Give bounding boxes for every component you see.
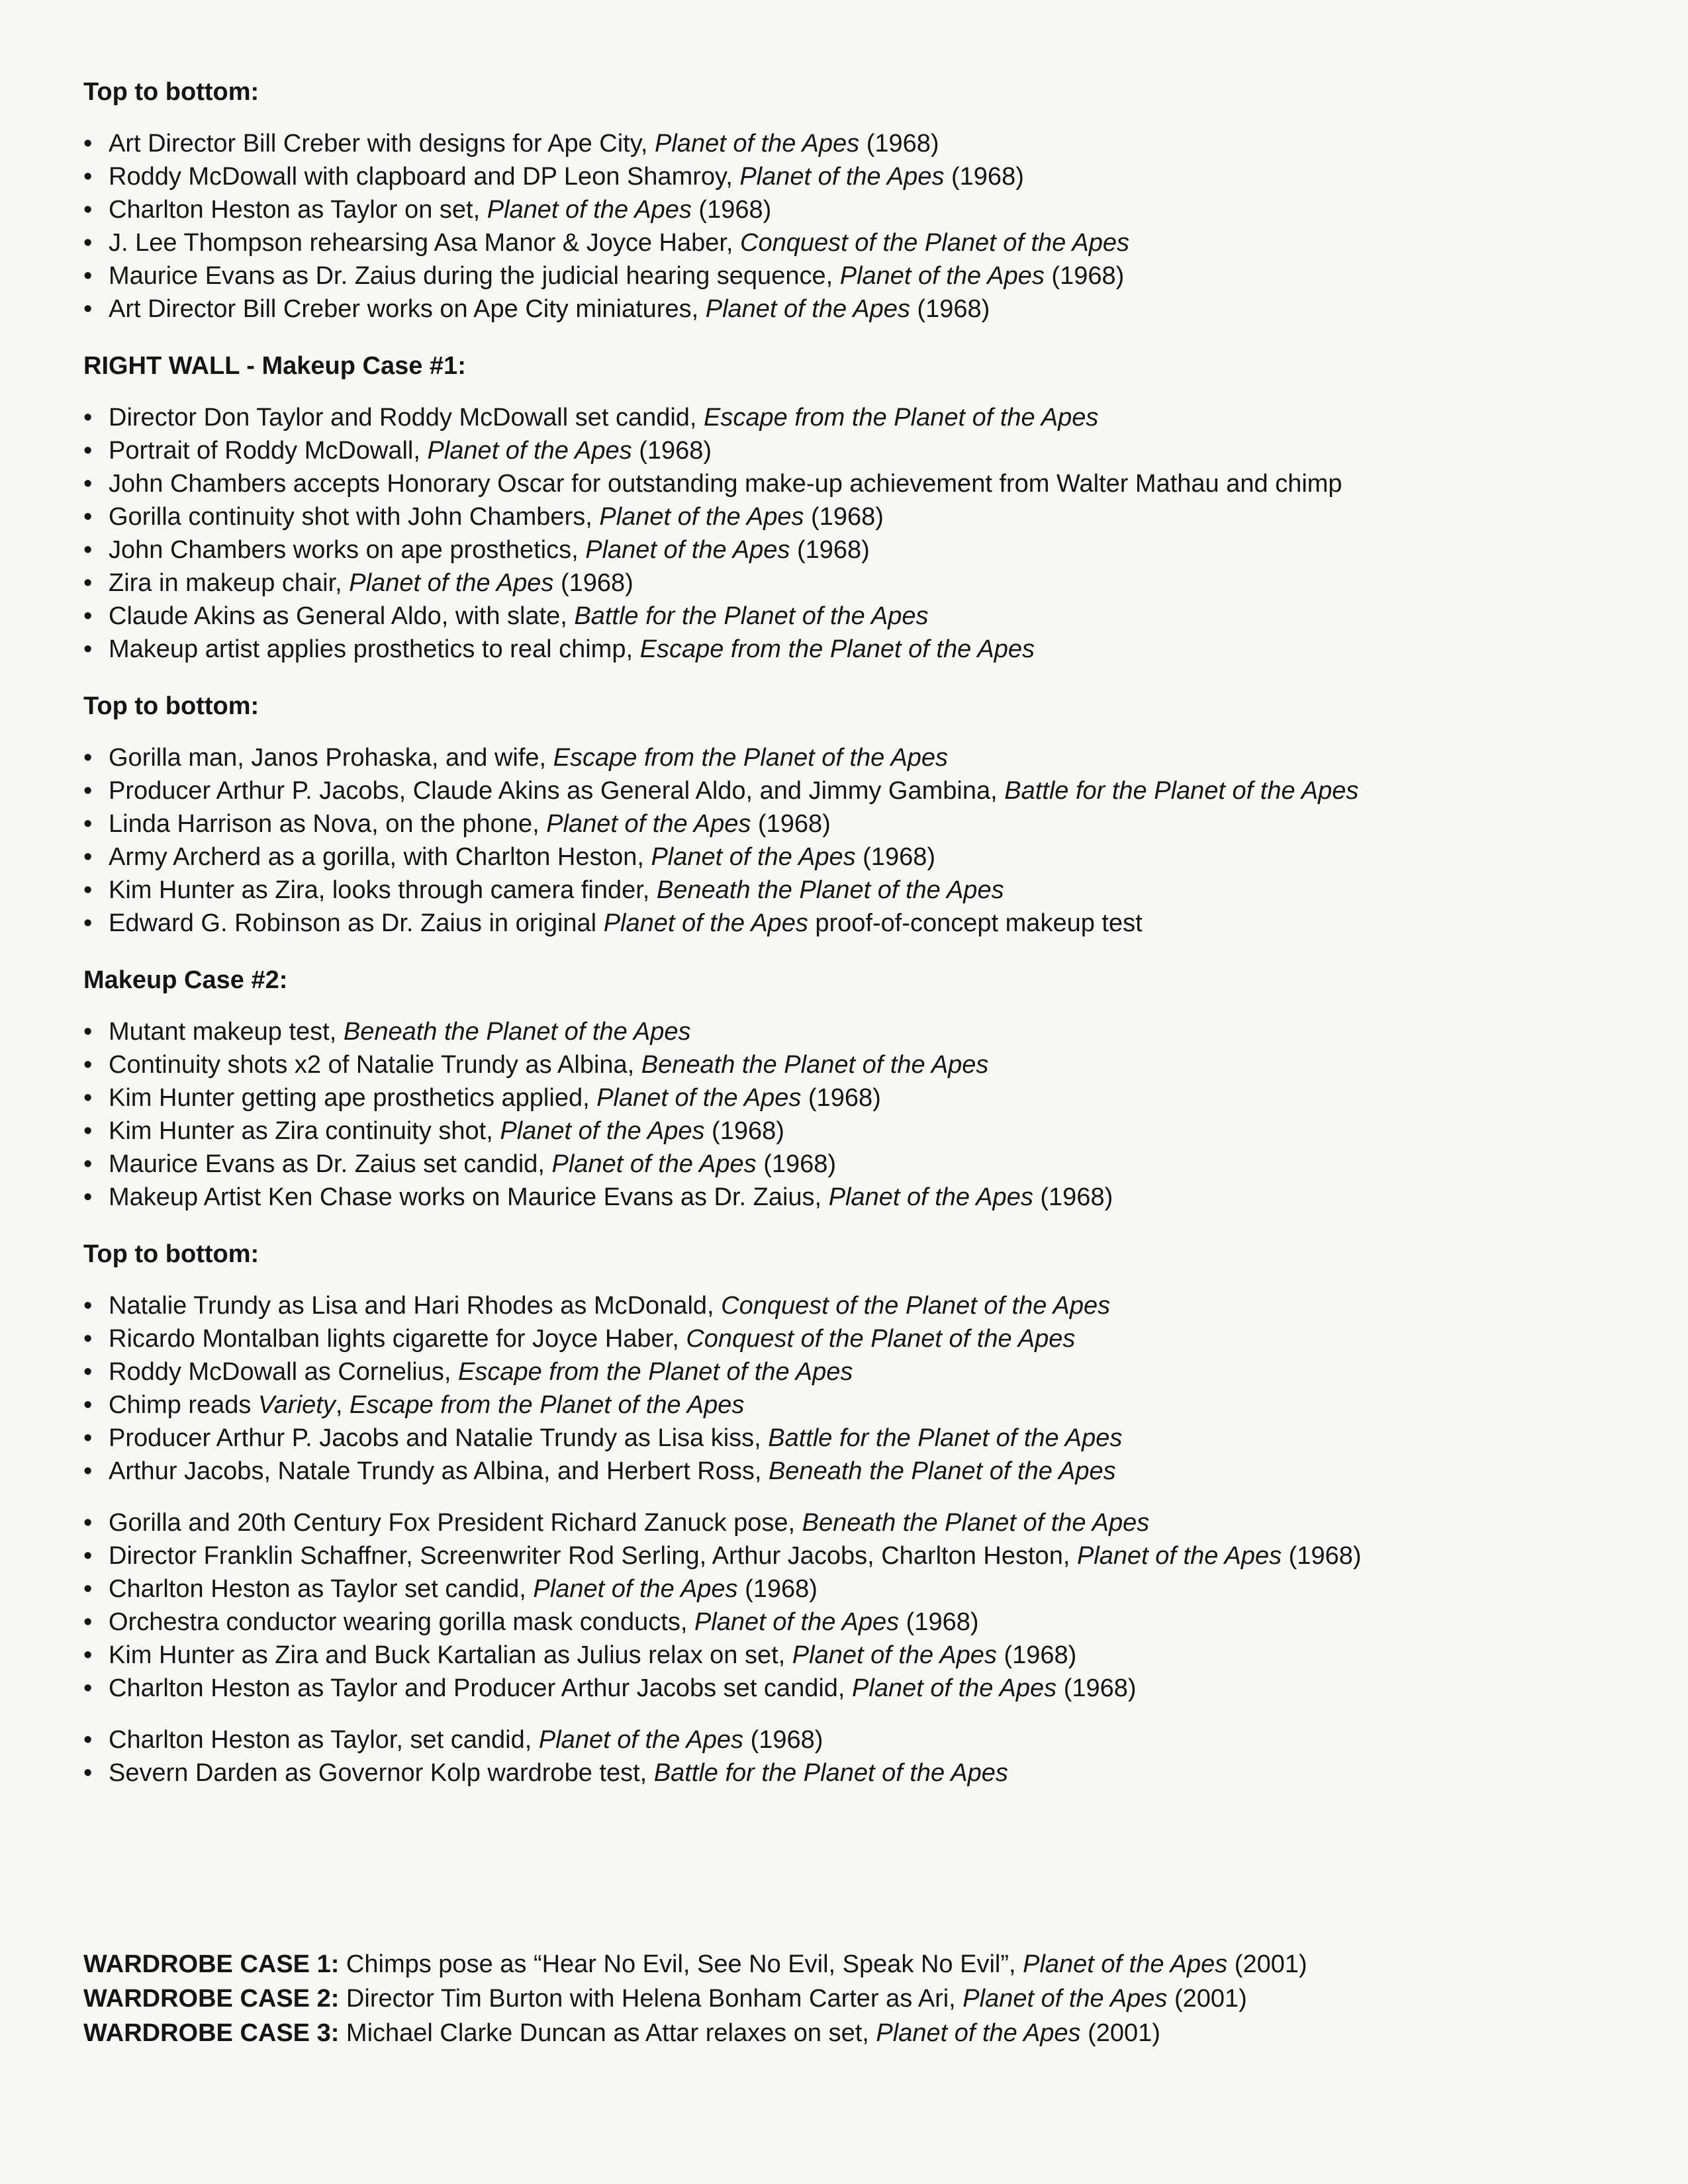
caption-text: Orchestra conductor wearing gorilla mask conducts,: [109, 1608, 694, 1636]
film-title: Planet of the Apes: [1023, 1950, 1228, 1978]
caption-text: Gorilla continuity shot with John Chambers,: [109, 503, 600, 531]
caption-text: Director Tim Burton with Helena Bonham Carter as Ari,: [339, 1985, 963, 2013]
caption-suffix: proof-of-concept makeup test: [808, 909, 1143, 937]
caption-item: [83, 633, 1606, 666]
caption-text: Kim Hunter getting ape prosthetics applied,: [109, 1084, 597, 1112]
caption-text: Mutant makeup test,: [109, 1018, 344, 1046]
film-title: Planet of the Apes: [739, 163, 945, 191]
film-title: Beneath the Planet of the Apes: [656, 876, 1004, 904]
film-title: Planet of the Apes: [546, 810, 751, 838]
caption-item: [83, 160, 1606, 193]
caption-item: [83, 807, 1606, 841]
caption-item: [83, 874, 1606, 907]
film-title: Planet of the Apes: [655, 130, 860, 158]
film-title: Planet of the Apes: [349, 569, 554, 597]
caption-text: Michael Clarke Duncan as Attar relaxes on set,: [339, 2019, 876, 2047]
film-title: Planet of the Apes: [533, 1575, 738, 1603]
caption-item: [83, 907, 1606, 940]
caption-text: Chimps pose as “Hear No Evil, See No Evil, Speak No Evil”,: [339, 1950, 1023, 1978]
film-title: Battle for the Planet of the Apes: [1004, 777, 1359, 805]
caption-text: Producer Arthur P. Jacobs and Natalie Trundy as Lisa kiss,: [109, 1424, 769, 1452]
caption-item: [83, 1355, 1606, 1388]
caption-item: [83, 1322, 1606, 1355]
film-title: Planet of the Apes: [1076, 1542, 1282, 1570]
wardrobe-label: WARDROBE CASE 3:: [83, 2019, 340, 2047]
caption-text: Art Director Bill Creber with designs for Ape City,: [109, 130, 655, 158]
caption-text: Charlton Heston as Taylor, set candid,: [109, 1726, 539, 1754]
film-title: Planet of the Apes: [599, 503, 804, 531]
caption-suffix: (1968): [632, 437, 712, 465]
caption-text: Kim Hunter as Zira, looks through camera finder,: [109, 876, 657, 904]
caption-item: [83, 193, 1606, 226]
caption-text: Continuity shots x2 of Natalie Trundy as Albina,: [109, 1051, 641, 1079]
caption-text: Chimp reads: [109, 1391, 258, 1419]
caption-item: [83, 259, 1606, 293]
section-heading: Top to bottom:: [83, 1240, 259, 1268]
caption-suffix: ,: [335, 1391, 350, 1419]
caption-text: Makeup Artist Ken Chase works on Maurice Evans as Dr. Zaius,: [109, 1183, 829, 1211]
caption-suffix: (1968): [691, 196, 772, 224]
caption-item: [83, 1115, 1606, 1148]
caption-text: Gorilla and 20th Century Fox President Richard Zanuck pose,: [109, 1509, 802, 1537]
caption-item: [83, 1723, 1606, 1756]
caption-item: [83, 1539, 1606, 1572]
caption-text: Edward G. Robinson as Dr. Zaius in original: [109, 909, 604, 937]
film-title: Planet of the Apes: [705, 295, 910, 323]
wardrobe-captions: [83, 1947, 1606, 2050]
wardrobe-label: WARDROBE CASE 2:: [83, 1985, 340, 2013]
caption-list: [83, 1015, 1606, 1214]
caption-suffix: (1968): [859, 130, 939, 158]
caption-text: Charlton Heston as Taylor on set,: [109, 196, 487, 224]
caption-item: [83, 1606, 1606, 1639]
caption-suffix: (1968): [553, 569, 633, 597]
section-heading: RIGHT WALL - Makeup Case #1:: [83, 352, 466, 380]
film-title: Beneath the Planet of the Apes: [641, 1051, 989, 1079]
caption-text: Maurice Evans as Dr. Zaius set candid,: [109, 1150, 552, 1178]
caption-text: J. Lee Thompson rehearsing Asa Manor & Joyce Haber,: [109, 229, 741, 257]
caption-suffix: (1968): [1282, 1542, 1362, 1570]
film-title: Planet of the Apes: [852, 1674, 1057, 1702]
film-title: Planet of the Apes: [651, 843, 856, 871]
film-title: Planet of the Apes: [828, 1183, 1033, 1211]
caption-item: [83, 1181, 1606, 1214]
caption-sheet: [83, 77, 1606, 1790]
caption-suffix: (1968): [804, 503, 884, 531]
wardrobe-label: WARDROBE CASE 1:: [83, 1950, 340, 1978]
film-title: Planet of the Apes: [585, 536, 790, 564]
film-title: Planet of the Apes: [500, 1117, 705, 1145]
caption-item: [83, 1639, 1606, 1672]
caption-item: [83, 1388, 1606, 1422]
caption-suffix: (1968): [899, 1608, 979, 1636]
wardrobe-caption: [83, 1981, 1606, 2016]
section-heading: Top to bottom:: [83, 78, 259, 106]
caption-item: [83, 741, 1606, 774]
caption-suffix: (1968): [704, 1117, 784, 1145]
caption-text: Claude Akins as General Aldo, with slate,: [109, 602, 575, 630]
caption-text: Charlton Heston as Taylor set candid,: [109, 1575, 534, 1603]
film-title: Beneath the Planet of the Apes: [768, 1457, 1116, 1485]
film-title: Escape from the Planet of the Apes: [639, 635, 1035, 663]
caption-suffix: (1968): [855, 843, 935, 871]
caption-item: [83, 1148, 1606, 1181]
film-title: Planet of the Apes: [427, 437, 632, 465]
caption-suffix: (1968): [996, 1641, 1077, 1669]
caption-text: Director Don Taylor and Roddy McDowall set candid,: [109, 404, 704, 432]
film-title: Conquest of the Planet of the Apes: [686, 1325, 1076, 1353]
caption-item: [83, 1572, 1606, 1606]
caption-text: Maurice Evans as Dr. Zaius during the judicial hearing sequence,: [109, 262, 840, 290]
caption-text: Linda Harrison as Nova, on the phone,: [109, 810, 547, 838]
caption-list: [83, 1289, 1606, 1488]
section-heading: Top to bottom:: [83, 692, 259, 720]
caption-item: [83, 401, 1606, 434]
caption-suffix: (1968): [1033, 1183, 1113, 1211]
caption-text: Army Archerd as a gorilla, with Charlton Heston,: [109, 843, 651, 871]
caption-item: [83, 841, 1606, 874]
caption-suffix: (1968): [756, 1150, 837, 1178]
caption-text: Portrait of Roddy McDowall,: [109, 437, 428, 465]
caption-item: [83, 600, 1606, 633]
caption-item: [83, 1672, 1606, 1705]
caption-item: [83, 293, 1606, 326]
film-title: Planet of the Apes: [596, 1084, 802, 1112]
caption-item: [83, 1015, 1606, 1048]
film-title: Escape from the Planet of the Apes: [704, 404, 1099, 432]
caption-suffix: (1968): [910, 295, 990, 323]
caption-text: Arthur Jacobs, Natale Trundy as Albina, and Herbert Ross,: [109, 1457, 769, 1485]
film-title: Battle for the Planet of the Apes: [768, 1424, 1123, 1452]
film-title: Planet of the Apes: [839, 262, 1045, 290]
film-title: Planet of the Apes: [876, 2019, 1081, 2047]
wardrobe-caption: [83, 1947, 1606, 1981]
film-title: Beneath the Planet of the Apes: [343, 1018, 691, 1046]
caption-text: John Chambers works on ape prosthetics,: [109, 536, 586, 564]
caption-item: [83, 467, 1606, 500]
film-title: Escape from the Planet of the Apes: [553, 744, 949, 772]
film-title: Variety: [258, 1391, 336, 1419]
caption-suffix: (2001): [1080, 2019, 1160, 2047]
caption-item: [83, 226, 1606, 259]
caption-suffix: (1968): [790, 536, 870, 564]
caption-text: Ricardo Montalban lights cigarette for Joyce Haber,: [109, 1325, 686, 1353]
caption-item: [83, 1081, 1606, 1115]
caption-list: [83, 1723, 1606, 1790]
caption-text: Charlton Heston as Taylor and Producer Arthur Jacobs set candid,: [109, 1674, 853, 1702]
caption-list: [83, 1506, 1606, 1705]
caption-suffix: (1968): [1056, 1674, 1137, 1702]
film-title: Escape from the Planet of the Apes: [457, 1358, 853, 1386]
caption-text: Art Director Bill Creber works on Ape City miniatures,: [109, 295, 706, 323]
caption-item: [83, 1422, 1606, 1455]
caption-text: Makeup artist applies prosthetics to real chimp,: [109, 635, 640, 663]
caption-item: [83, 500, 1606, 533]
caption-suffix: (1968): [944, 163, 1024, 191]
caption-suffix: (1968): [801, 1084, 881, 1112]
caption-text: Natalie Trundy as Lisa and Hari Rhodes as McDonald,: [109, 1292, 722, 1320]
film-title: Planet of the Apes: [603, 909, 808, 937]
caption-text: Roddy McDowall with clapboard and DP Leon Shamroy,: [109, 163, 740, 191]
caption-item: [83, 1506, 1606, 1539]
caption-list: [83, 401, 1606, 666]
caption-text: Kim Hunter as Zira and Buck Kartalian as Julius relax on set,: [109, 1641, 792, 1669]
caption-text: Director Franklin Schaffner, Screenwriter Rod Serling, Arthur Jacobs, Charlton Heston,: [109, 1542, 1077, 1570]
film-title: Escape from the Planet of the Apes: [349, 1391, 745, 1419]
caption-item: [83, 1455, 1606, 1488]
film-title: Planet of the Apes: [792, 1641, 997, 1669]
caption-item: [83, 1048, 1606, 1081]
caption-item: [83, 567, 1606, 600]
caption-item: [83, 434, 1606, 467]
caption-list: [83, 127, 1606, 326]
film-title: Conquest of the Planet of the Apes: [721, 1292, 1111, 1320]
film-title: Planet of the Apes: [551, 1150, 757, 1178]
caption-text: Gorilla man, Janos Prohaska, and wife,: [109, 744, 553, 772]
film-title: Conquest of the Planet of the Apes: [740, 229, 1130, 257]
caption-text: Severn Darden as Governor Kolp wardrobe test,: [109, 1759, 654, 1787]
film-title: Planet of the Apes: [962, 1985, 1168, 2013]
caption-item: [83, 774, 1606, 807]
caption-item: [83, 1289, 1606, 1322]
caption-suffix: (1968): [737, 1575, 818, 1603]
caption-suffix: (2001): [1227, 1950, 1307, 1978]
wardrobe-caption: [83, 2016, 1606, 2050]
caption-suffix: (2001): [1167, 1985, 1247, 2013]
film-title: Battle for the Planet of the Apes: [653, 1759, 1008, 1787]
caption-text: Producer Arthur P. Jacobs, Claude Akins as General Aldo, and Jimmy Gambina,: [109, 777, 1005, 805]
caption-item: [83, 533, 1606, 567]
caption-item: [83, 127, 1606, 160]
film-title: Planet of the Apes: [487, 196, 692, 224]
film-title: Planet of the Apes: [694, 1608, 900, 1636]
film-title: Battle for the Planet of the Apes: [574, 602, 929, 630]
caption-text: Kim Hunter as Zira continuity shot,: [109, 1117, 500, 1145]
film-title: Planet of the Apes: [538, 1726, 744, 1754]
caption-suffix: (1968): [743, 1726, 823, 1754]
caption-item: [83, 1756, 1606, 1790]
caption-text: John Chambers accepts Honorary Oscar for outstanding make-up achievement from Walter Mathau and chimp: [109, 470, 1342, 498]
section-heading: Makeup Case #2:: [83, 966, 288, 994]
caption-text: Zira in makeup chair,: [109, 569, 350, 597]
film-title: Beneath the Planet of the Apes: [802, 1509, 1150, 1537]
caption-suffix: (1968): [751, 810, 831, 838]
caption-list: [83, 741, 1606, 940]
caption-text: Roddy McDowall as Cornelius,: [109, 1358, 458, 1386]
caption-suffix: (1968): [1044, 262, 1125, 290]
